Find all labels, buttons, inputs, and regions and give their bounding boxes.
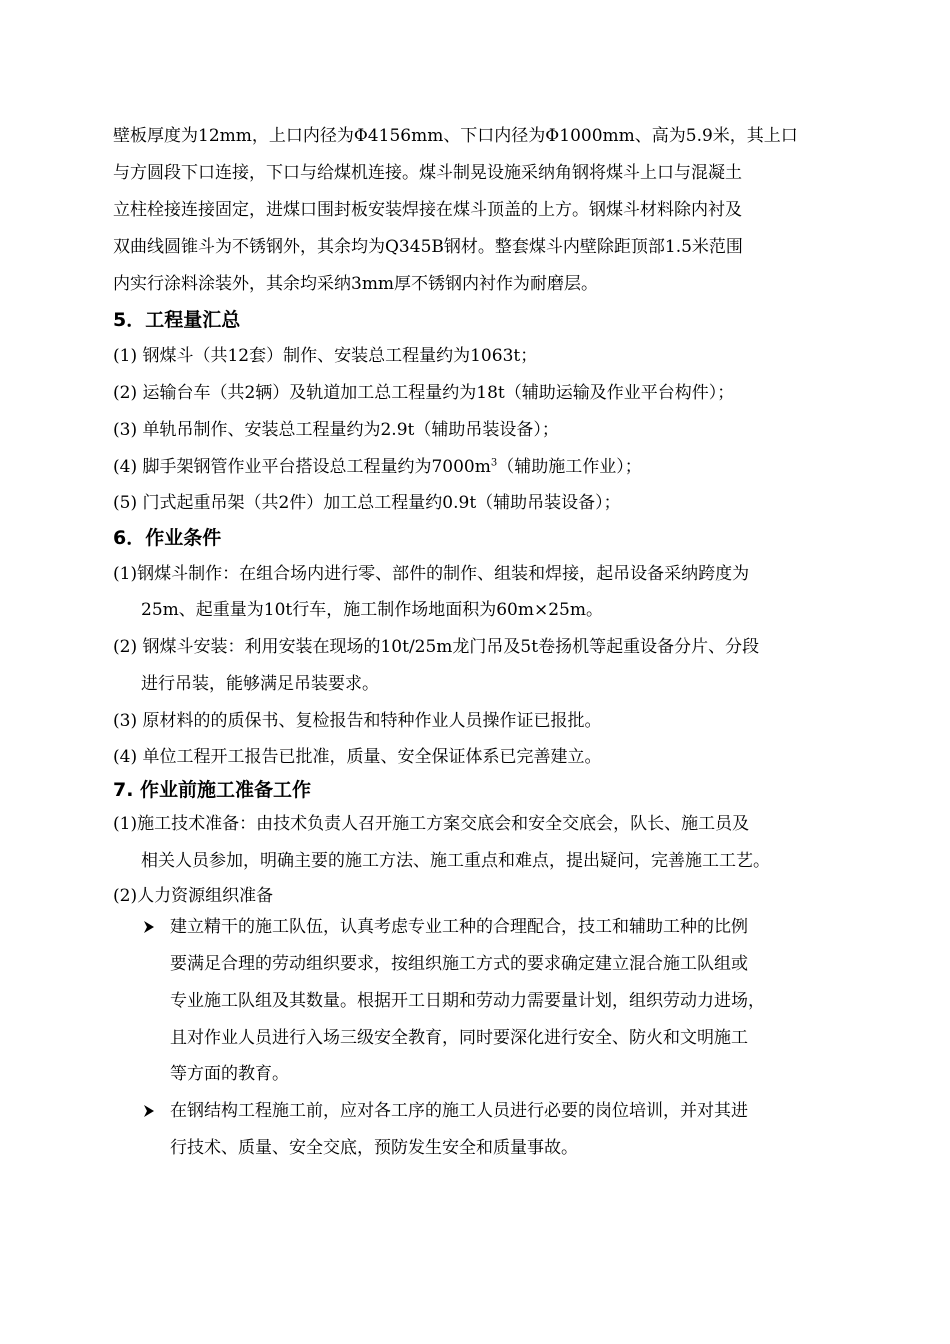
list-item: (2) 钢煤斗安装：利用安装在现场的10t/25m龙门吊及5t卷扬机等起重设备分片、分段 — [113, 637, 760, 657]
list-item-text: (4) 脚手架钢管作业平台搭设总工程量约为7000m — [113, 457, 491, 477]
arrow-bullet-icon — [142, 920, 156, 934]
bullet-line: 专业施工队组及其数量。根据开工日期和劳动力需要量计划，组织劳动力进场， — [170, 991, 765, 1011]
bullet-line: 建立精干的施工队伍，认真考虑专业工种的合理配合，技工和辅助工种的比例 — [170, 917, 748, 937]
list-item: (3) 单轨吊制作、安装总工程量约为2.9t（辅助吊装设备）； — [113, 420, 559, 440]
intro-line: 内实行涂料涂装外，其余均采纳3mm厚不锈钢内衬作为耐磨层。 — [113, 274, 599, 294]
list-item: (2) 运输台车（共2辆）及轨道加工总工程量约为18t（辅助运输及作业平台构件）； — [113, 383, 735, 403]
bullet-line: 要满足合理的劳动组织要求，按组织施工方式的要求确定建立混合施工队组或 — [170, 954, 748, 974]
superscript: 3 — [490, 457, 498, 469]
list-item: (5) 门式起重吊架（共2件）加工总工程量约0.9t（辅助吊装设备）； — [113, 493, 621, 513]
bullet-line: 且对作业人员进行入场三级安全教育，同时要深化进行安全、防火和文明施工 — [170, 1028, 748, 1048]
bullet-line: 等方面的教育。 — [170, 1064, 289, 1084]
intro-line: 与方圆段下口连接，下口与给煤机连接。煤斗制晃设施采纳角钢将煤斗上口与混凝土 — [113, 163, 742, 183]
section-heading-6: 6．作业条件 — [113, 527, 222, 549]
list-item-continuation: 25m、起重量为10t行车，施工制作场地面积为60m×25m。 — [141, 600, 603, 620]
bullet-line: 行技术、质量、安全交底，预防发生安全和质量事故。 — [170, 1138, 578, 1158]
list-item: (1)钢煤斗制作：在组合场内进行零、部件的制作、组装和焊接，起吊设备采纳跨度为 — [113, 564, 750, 584]
list-item: (1) 钢煤斗（共12套）制作、安装总工程量约为1063t； — [113, 346, 538, 366]
arrow-bullet-icon — [142, 1104, 156, 1118]
list-item-continuation: 进行吊装，能够满足吊装要求。 — [141, 674, 379, 694]
intro-line: 双曲线圆锥斗为不锈钢外，其余均为Q345B钢材。整套煤斗内壁除距顶部1.5米范围 — [113, 237, 743, 257]
list-item-continuation: 相关人员参加，明确主要的施工方法、施工重点和难点，提出疑问，完善施工工艺。 — [141, 851, 770, 871]
list-item — [113, 455, 843, 479]
intro-line: 壁板厚度为12mm，上口内径为Φ4156mm、下口内径为Φ1000mm、高为5.9米，其上口 — [113, 126, 798, 146]
bullet-line: 在钢结构工程施工前，应对各工序的施工人员进行必要的岗位培训，并对其进 — [170, 1101, 748, 1121]
section-heading-5: 5．工程量汇总 — [113, 309, 241, 331]
list-item: (2)人力资源组织准备 — [113, 886, 274, 906]
list-item: (1)施工技术准备：由技术负责人召开施工方案交底会和安全交底会，队长、施工员及 — [113, 814, 750, 834]
list-item: (4) 单位工程开工报告已批准，质量、安全保证体系已完善建立。 — [113, 747, 602, 767]
section-heading-7: 7. 作业前施工准备工作 — [113, 779, 312, 801]
list-item: (3) 原材料的的质保书、复检报告和特种作业人员操作证已报批。 — [113, 711, 602, 731]
intro-line: 立柱栓接连接固定，进煤口围封板安装焊接在煤斗顶盖的上方。钢煤斗材料除内衬及 — [113, 200, 742, 220]
list-item-tail: （辅助施工作业）； — [497, 457, 642, 477]
